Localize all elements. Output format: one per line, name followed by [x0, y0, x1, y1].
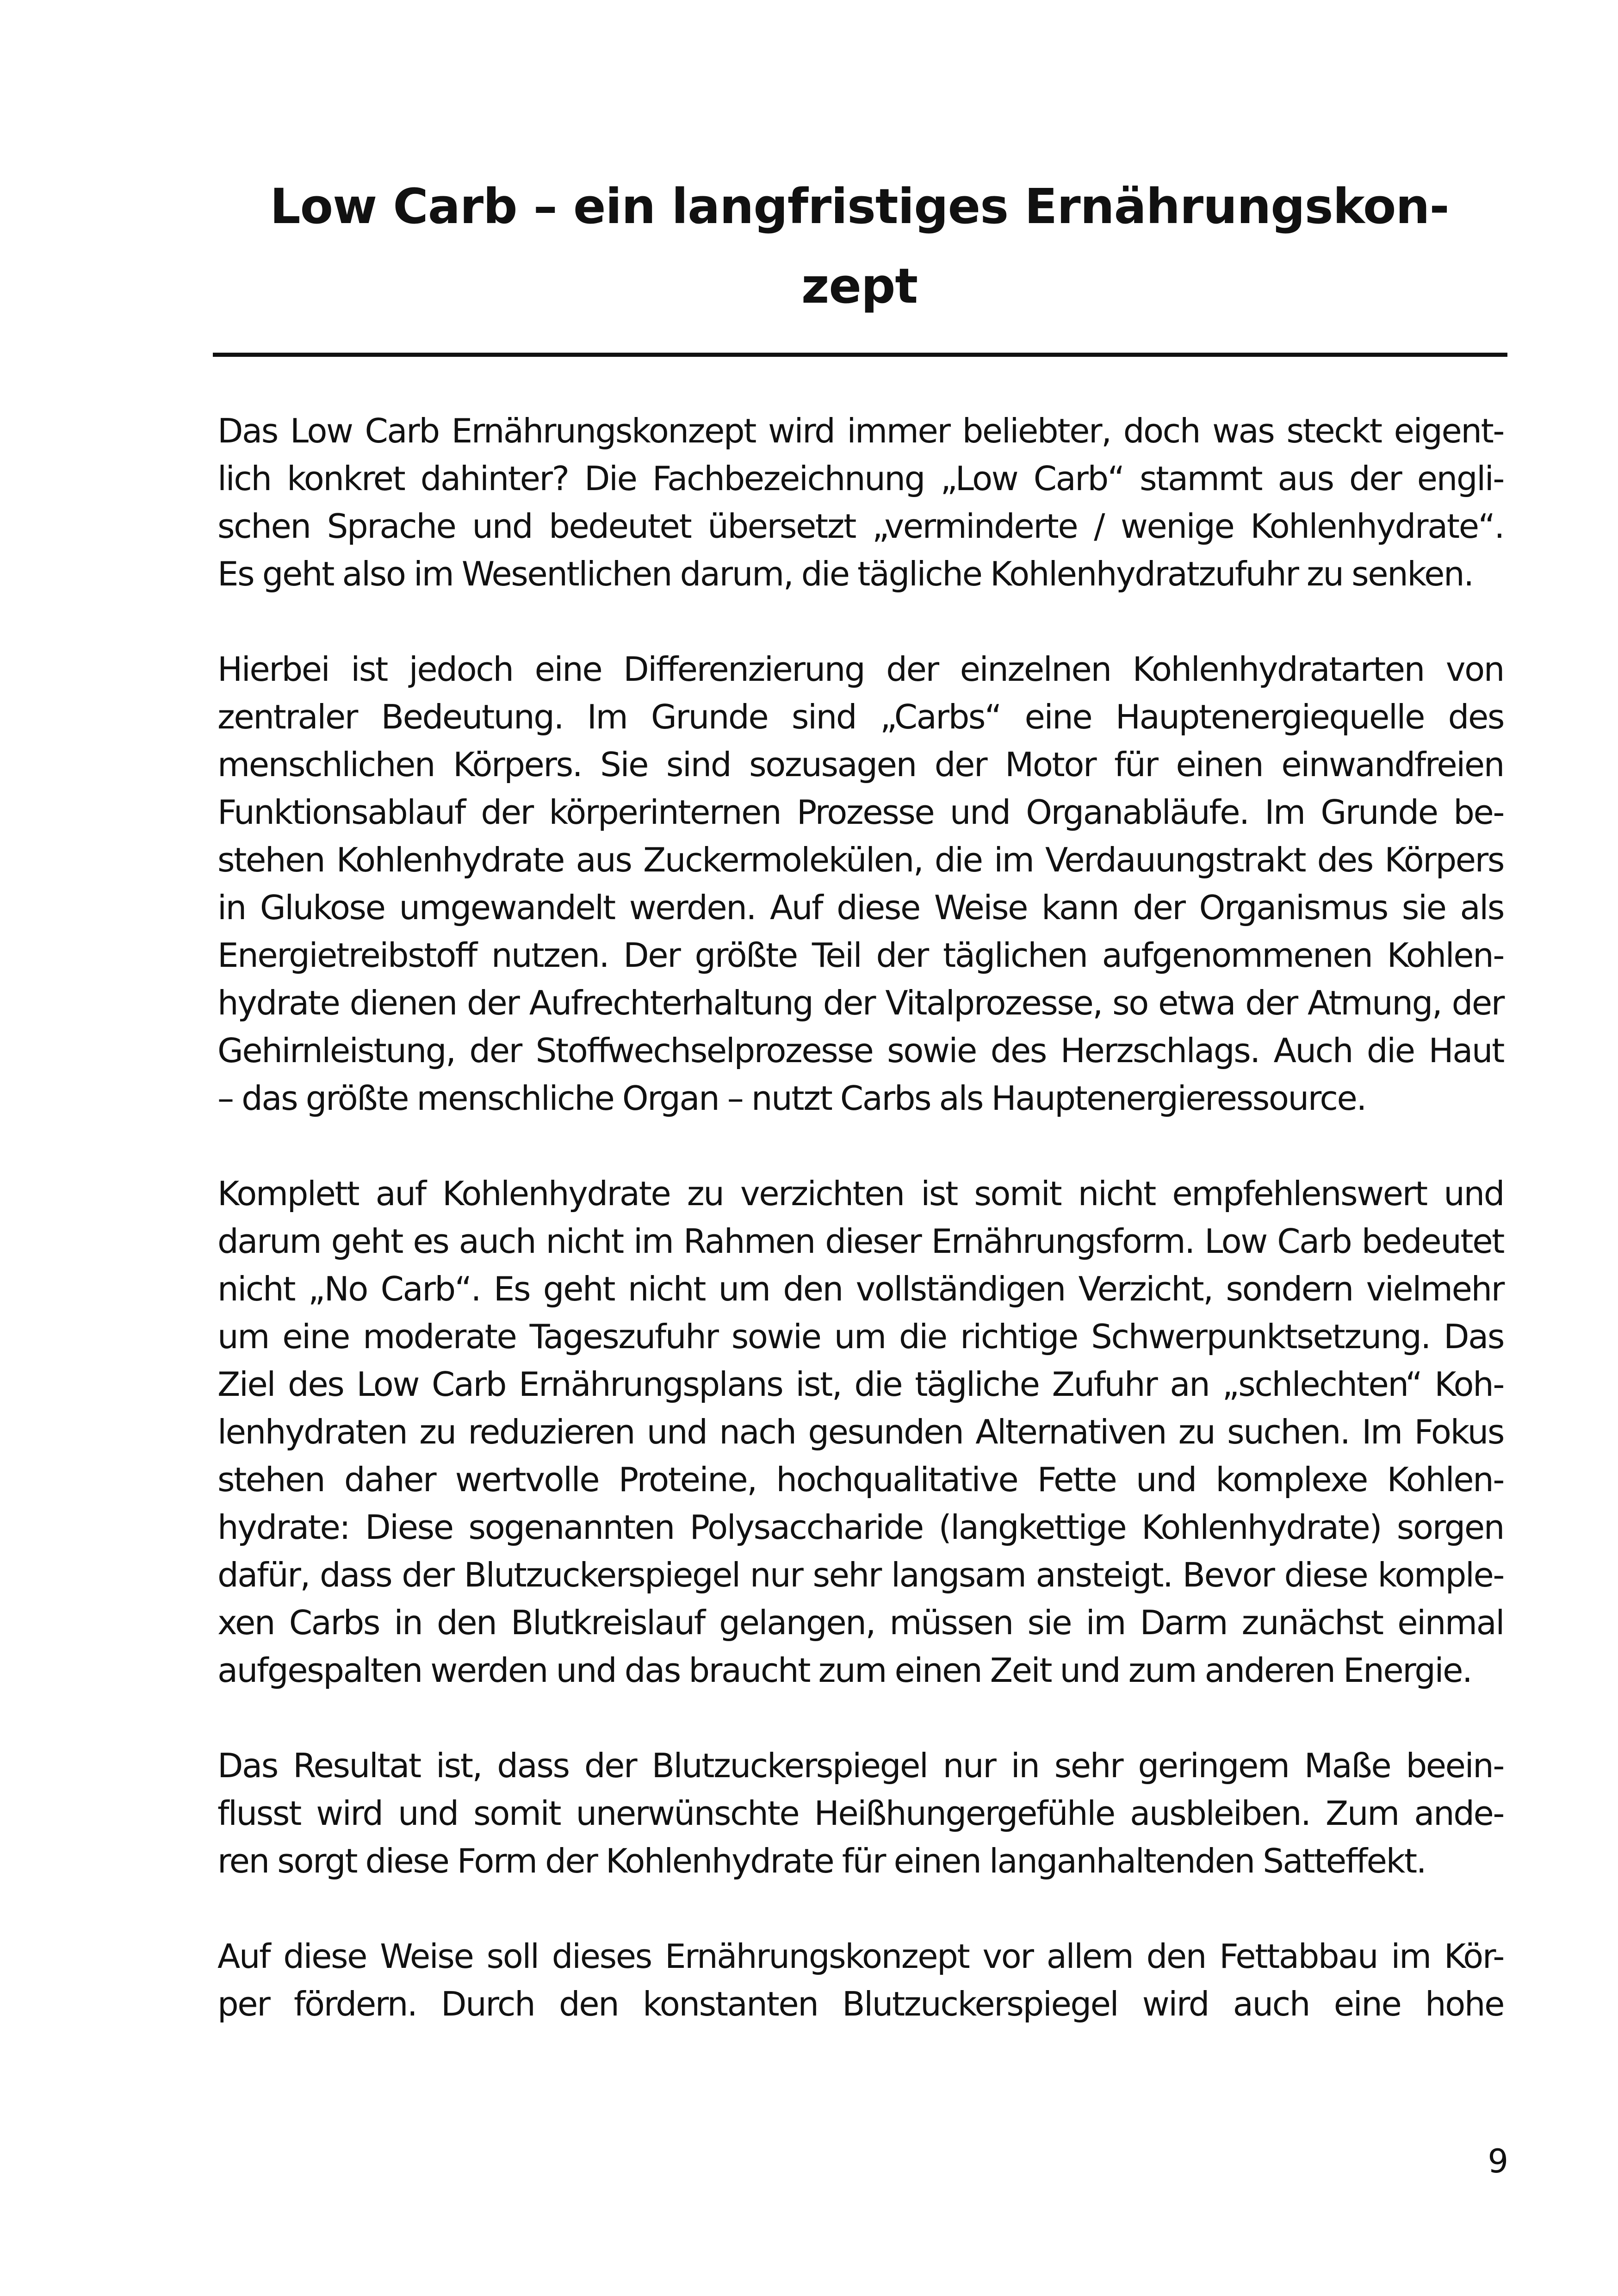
paragraph: [217, 1933, 1504, 2028]
text-line: Energietreibstoff nutzen. Der größte Teil der täglichen aufgenommenen Kohlen-: [217, 936, 1504, 975]
text-line: per fördern. Durch den konstanten Blutzuckerspiegel wird auch eine hohe: [217, 1985, 1504, 2023]
text-line: dafür, dass der Blutzuckerspiegel nur sehr langsam ansteigt. Bevor diese komple-: [217, 1556, 1504, 1594]
text-line: Komplett auf Kohlenhydrate zu verzichten ist somit nicht empfehlenswert und: [217, 1174, 1504, 1213]
text-line: Funktionsablauf der körperinternen Prozesse und Organabläufe. Im Grunde be-: [217, 793, 1504, 832]
chapter-title-line: zept: [801, 258, 918, 314]
text-line: ren sorgt diese Form der Kohlenhydrate für einen langanhaltenden Satteffekt.: [217, 1842, 1426, 1880]
text-line: Das Low Carb Ernährungskonzept wird immer beliebter, doch was steckt eigent-: [217, 411, 1504, 450]
text-line: schen Sprache und bedeutet übersetzt „verminderte / wenige Kohlenhydrate“.: [217, 507, 1504, 546]
text-line: – das größte menschliche Organ – nutzt Carbs als Hauptenergieressource.: [217, 1079, 1366, 1118]
page-number: 9: [1488, 2142, 1508, 2180]
title-divider: [213, 353, 1507, 357]
text-line: menschlichen Körpers. Sie sind sozusagen der Motor für einen einwandfreien: [217, 745, 1504, 784]
paragraph: [217, 1742, 1504, 1885]
text-line: lich konkret dahinter? Die Fachbezeichnung „Low Carb“ stammt aus der engli-: [217, 459, 1504, 498]
text-line: stehen Kohlenhydrate aus Zuckermolekülen, die im Verdauungstrakt des Körpers: [217, 840, 1504, 879]
text-line: hydrate dienen der Aufrechterhaltung der Vitalprozesse, so etwa der Atmung, der: [217, 983, 1504, 1022]
text-line: Das Resultat ist, dass der Blutzuckerspiegel nur in sehr geringem Maße beein-: [217, 1746, 1504, 1785]
text-line: hydrate: Diese sogenannten Polysaccharide (langkettige Kohlenhydrate) sorgen: [217, 1508, 1504, 1547]
text-line: Gehirnleistung, der Stoffwechselprozesse sowie des Herzschlags. Auch die Haut: [217, 1031, 1504, 1070]
text-line: darum geht es auch nicht im Rahmen dieser Ernährungsform. Low Carb bedeutet: [217, 1222, 1504, 1261]
chapter-title: [213, 167, 1506, 326]
text-line: um eine moderate Tageszufuhr sowie um die richtige Schwerpunktsetzung. Das: [217, 1317, 1504, 1356]
text-line: nicht „No Carb“. Es geht nicht um den vollständigen Verzicht, sondern vielmehr: [217, 1269, 1504, 1308]
paragraph: [217, 407, 1504, 598]
chapter-title-line: Low Carb – ein langfristiges Ernährungskon-: [270, 178, 1449, 235]
text-line: zentraler Bedeutung. Im Grunde sind „Carbs“ eine Hauptenergiequelle des: [217, 697, 1504, 736]
text-line: lenhydraten zu reduzieren und nach gesunden Alternativen zu suchen. Im Fokus: [217, 1412, 1504, 1451]
text-line: stehen daher wertvolle Proteine, hochqualitative Fette und komplexe Kohlen-: [217, 1460, 1504, 1499]
text-line: xen Carbs in den Blutkreislauf gelangen, müssen sie im Darm zunächst einmal: [217, 1603, 1504, 1642]
body-text: [217, 407, 1504, 2076]
text-line: Ziel des Low Carb Ernährungsplans ist, die tägliche Zufuhr an „schlechten“ Koh-: [217, 1365, 1504, 1404]
text-line: Auf diese Weise soll dieses Ernährungskonzept vor allem den Fettabbau im Kör-: [217, 1937, 1504, 1976]
text-line: flusst wird und somit unerwünschte Heißhungergefühle ausbleiben. Zum ande-: [217, 1794, 1504, 1833]
text-line: Es geht also im Wesentlichen darum, die tägliche Kohlenhydratzufuhr zu senken.: [217, 554, 1473, 593]
text-line: in Glukose umgewandelt werden. Auf diese Weise kann der Organismus sie als: [217, 888, 1504, 927]
paragraph: [217, 646, 1504, 1122]
paragraph: [217, 1170, 1504, 1694]
text-line: aufgespalten werden und das braucht zum einen Zeit und zum anderen Energie.: [217, 1651, 1472, 1690]
text-line: Hierbei ist jedoch eine Differenzierung der einzelnen Kohlenhydratarten von: [217, 650, 1504, 689]
